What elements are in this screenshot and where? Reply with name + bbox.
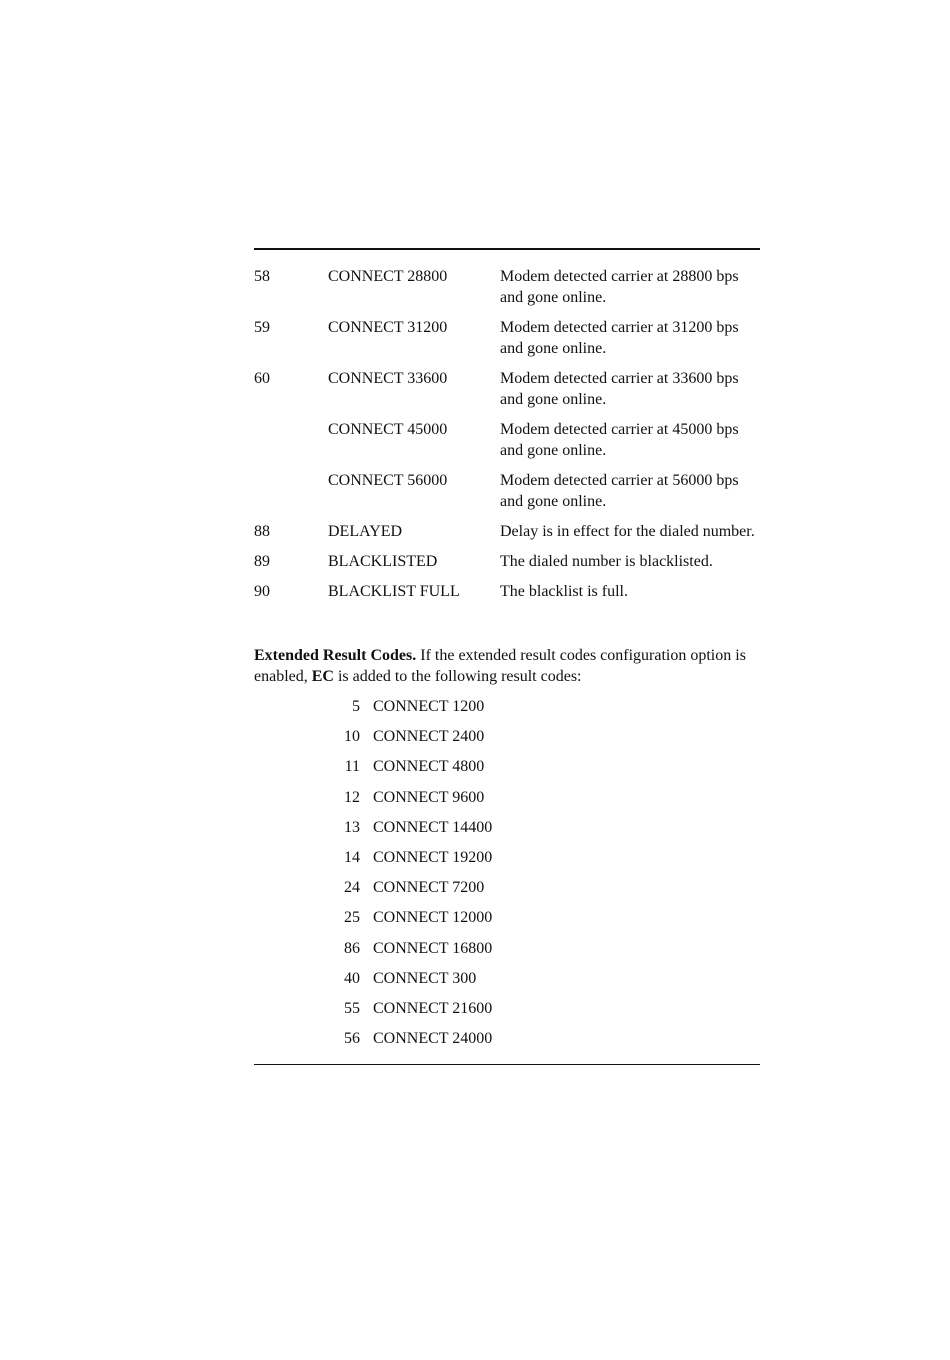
extended-code-label: CONNECT 21600 [373,999,493,1017]
result-code [254,470,328,512]
table-row [254,368,760,410]
result-description: The dialed number is blacklisted. [500,553,713,570]
extended-code-label: CONNECT 9600 [373,788,485,806]
extended-code-number: 14 [344,848,360,866]
list-item [330,877,630,907]
result-message: CONNECT 56000 [328,472,448,489]
table-row [254,266,760,308]
result-code: 60 [254,370,270,387]
extended-code-label: CONNECT 12000 [373,909,493,927]
result-message: CONNECT 33600 [328,370,448,387]
ec-label: EC [311,668,334,685]
result-codes-table [254,266,760,611]
table-row [254,581,760,602]
extended-code-label: CONNECT 7200 [373,879,485,897]
extended-heading: Extended Result Codes. [254,647,417,664]
list-item [330,847,630,877]
table-row [254,317,760,359]
extended-code-label: CONNECT 4800 [373,758,485,776]
list-item [330,817,630,847]
list-item [330,1028,630,1058]
extended-code-number: 5 [352,698,360,715]
list-item [330,998,630,1028]
table-row [254,419,760,461]
result-code: 58 [254,268,270,285]
extended-code-number: 55 [344,999,360,1017]
result-code: 59 [254,319,270,336]
extended-code-label: CONNECT 16800 [373,939,493,957]
result-code: 88 [254,523,270,540]
result-message: CONNECT 45000 [328,421,448,438]
list-item [330,787,630,817]
table-top-rule [254,248,760,250]
result-description: Modem detected carrier at 45000 bps and gone online. [500,421,739,459]
table-bottom-rule [254,1064,760,1065]
extended-code-number: 56 [344,1030,360,1048]
result-message: BLACKLISTED [328,553,438,570]
extended-code-label: CONNECT 300 [373,969,477,987]
result-message: BLACKLIST FULL [328,583,460,600]
result-description: Modem detected carrier at 28800 bps and gone online. [500,268,739,306]
extended-code-label: CONNECT 2400 [373,728,485,746]
table-row [254,521,760,542]
result-description: Modem detected carrier at 33600 bps and gone online. [500,370,739,408]
result-code: 90 [254,583,270,600]
extended-codes-list [330,696,630,1058]
extended-code-label: CONNECT 14400 [373,818,493,836]
result-description: Delay is in effect for the dialed number. [500,523,755,540]
extended-code-number: 12 [344,788,360,806]
extended-result-codes-paragraph [254,645,760,687]
table-row [254,470,760,512]
extended-code-label: CONNECT 19200 [373,848,493,866]
list-item [330,938,630,968]
result-description: Modem detected carrier at 31200 bps and gone online. [500,319,739,357]
list-item [330,907,630,937]
result-code [254,419,328,461]
extended-code-number: 86 [344,939,360,957]
extended-code-number: 24 [344,879,360,897]
result-message: CONNECT 28800 [328,268,448,285]
result-message: DELAYED [328,523,403,540]
list-item [330,968,630,998]
list-item [330,726,630,756]
list-item [330,696,630,726]
list-item [330,756,630,786]
extended-text-2: is added to the following result codes: [333,668,582,685]
extended-code-number: 10 [344,728,360,746]
extended-code-number: 25 [344,909,360,927]
result-description: Modem detected carrier at 56000 bps and gone online. [500,472,739,510]
result-description: The blacklist is full. [500,583,628,600]
extended-code-label: CONNECT 24000 [373,1030,493,1048]
extended-code-number: 13 [344,818,360,836]
extended-code-label: CONNECT 1200 [373,698,485,715]
extended-code-number: 11 [344,758,360,776]
extended-code-number: 40 [344,969,360,987]
extended-text-1: If the extended result codes configuration option is enabled, [254,647,746,685]
result-message: CONNECT 31200 [328,319,448,336]
table-row [254,551,760,572]
result-code: 89 [254,553,270,570]
